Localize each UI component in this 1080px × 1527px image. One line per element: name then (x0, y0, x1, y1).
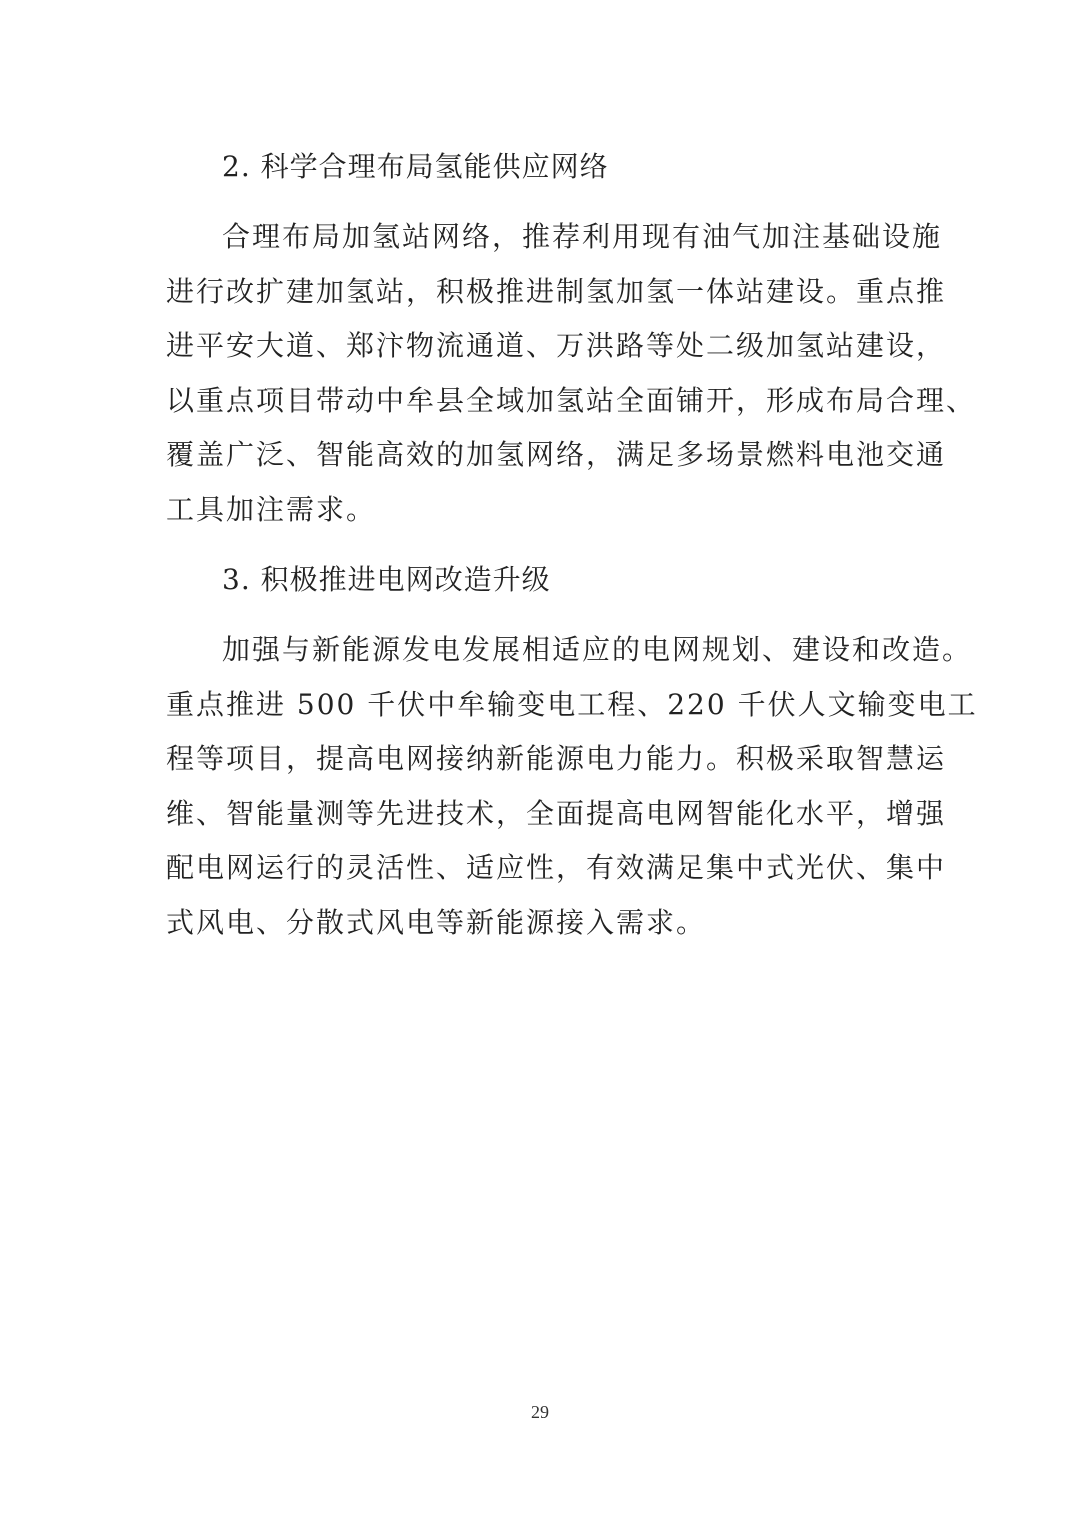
paragraph-line: 维、智能量测等先进技术，全面提高电网智能化水平，增强 (166, 796, 947, 830)
paragraph-line: 重点推进 500 千伏中牟输变电工程、220 千伏人文输变电工 (166, 687, 978, 721)
paragraph-line: 工具加注需求。 (166, 492, 377, 526)
paragraph-line: 式风电、分散式风电等新能源接入需求。 (166, 905, 707, 939)
page-number: 29 (531, 1402, 549, 1422)
paragraph-line: 覆盖广泛、智能高效的加氢网络，满足多场景燃料电池交通 (166, 438, 947, 471)
document-body (166, 140, 978, 966)
section-3-paragraph (166, 623, 978, 950)
section-heading-2: 2. 科学合理布局氢能供应网络 (222, 150, 609, 183)
section-heading-3: 3. 积极推进电网改造升级 (222, 563, 551, 596)
paragraph-line: 合理布局加氢站网络，推荐利用现有油气加注基础设施 (222, 220, 943, 253)
paragraph-line: 加强与新能源发电发展相适应的电网规划、建设和改造。 (222, 633, 973, 666)
paragraph-line: 进平安大道、郑汴物流通道、万洪路等处二级加氢站建设， (166, 329, 947, 362)
paragraph-line: 进行改扩建加氢站，积极推进制氢加氢一体站建设。重点推 (166, 274, 947, 308)
section-2-paragraph (166, 210, 977, 537)
paragraph-line: 配电网运行的灵活性、适应性，有效满足集中式光伏、集中 (166, 851, 947, 884)
paragraph-line: 程等项目，提高电网接纳新能源电力能力。积极采取智慧运 (166, 742, 947, 775)
paragraph-line: 以重点项目带动中牟县全域加氢站全面铺开，形成布局合理、 (166, 383, 977, 417)
